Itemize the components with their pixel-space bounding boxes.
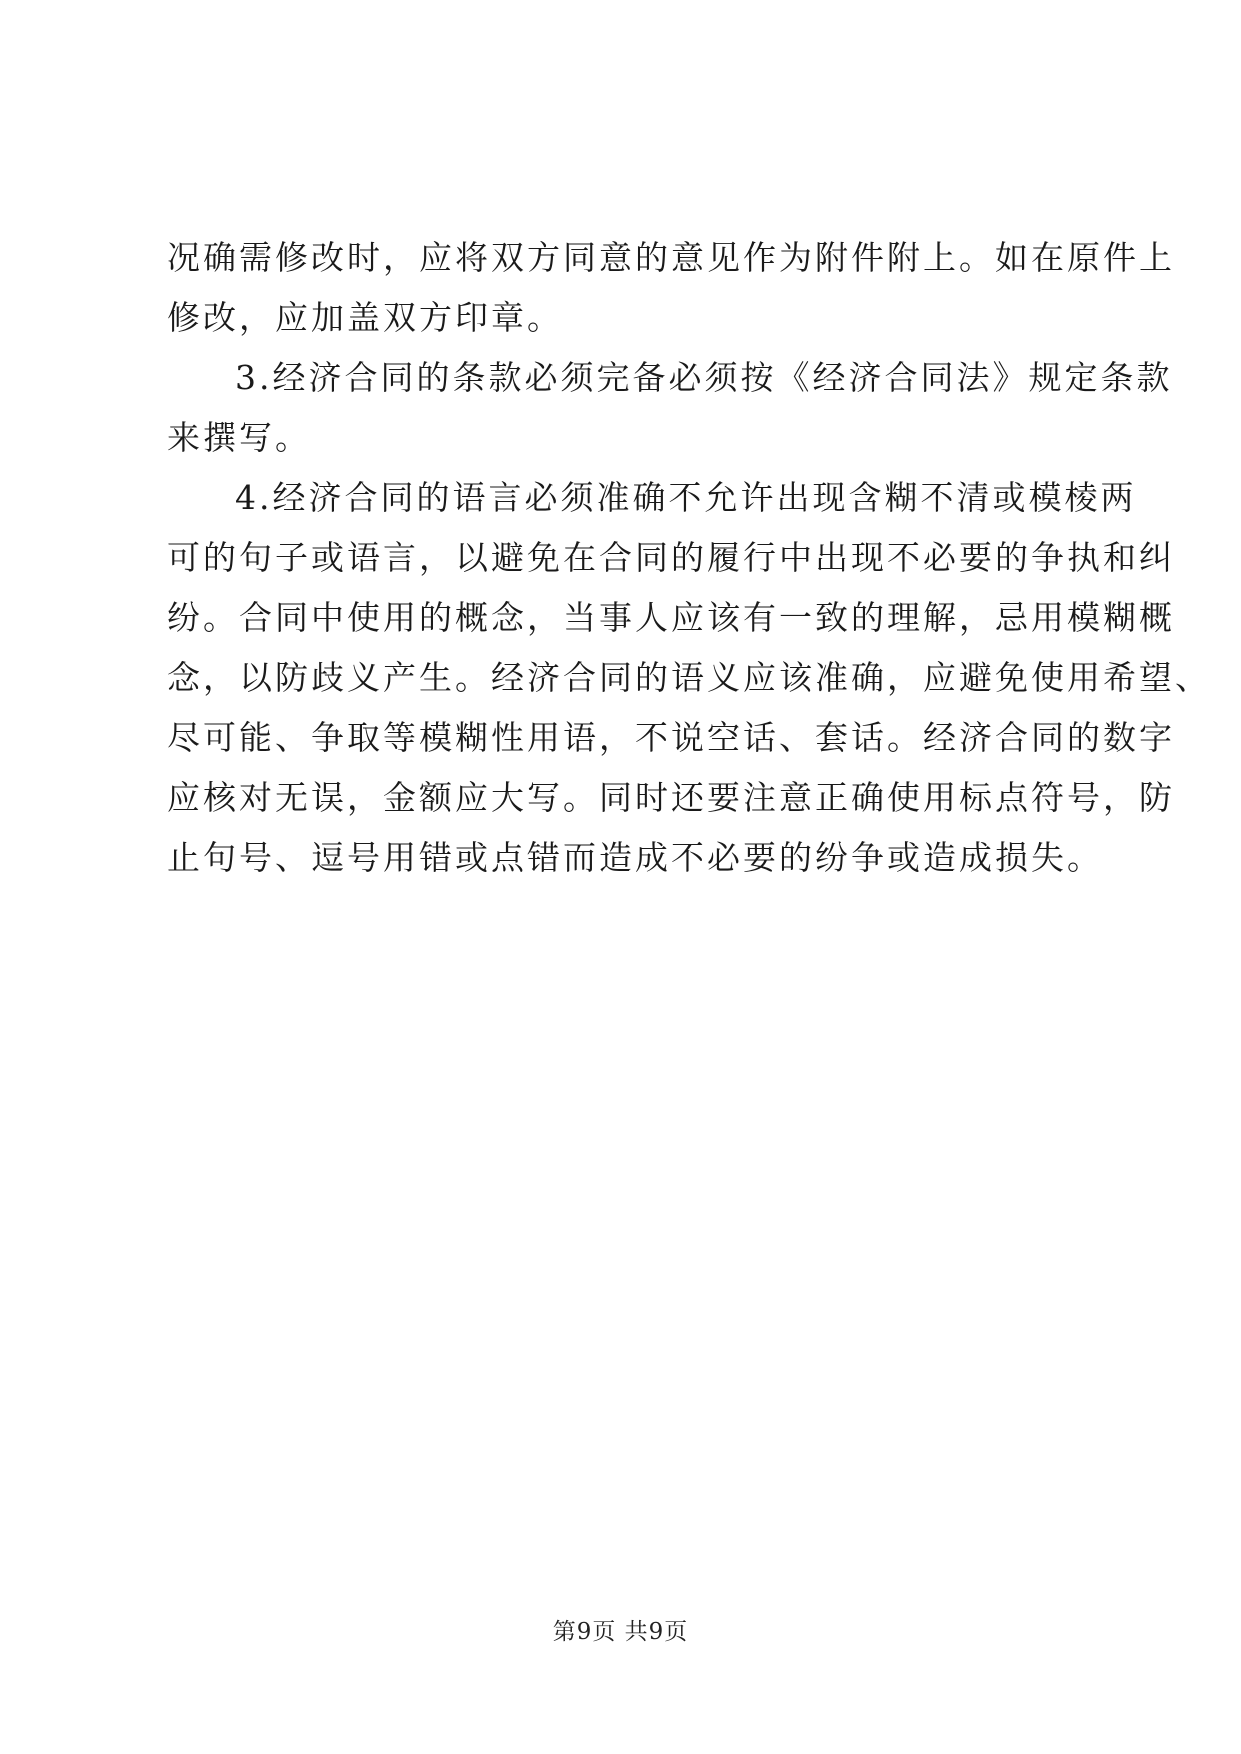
paragraph-1 [167, 228, 1175, 348]
paragraph-line: 应核对无误，金额应大写。同时还要注意正确使用标点符号，防 [167, 778, 1175, 817]
document-body [167, 228, 1211, 888]
paragraph-line: 纷。合同中使用的概念，当事人应该有一致的理解，忌用模糊概 [167, 598, 1175, 637]
paragraph-line: 况确需修改时，应将双方同意的意见作为附件附上。如在原件上 [167, 238, 1175, 277]
paragraph-line: 来撰写。 [167, 418, 311, 457]
paragraph-2 [167, 348, 1173, 468]
paragraph-line: 止句号、逗号用错或点错而造成不必要的纷争或造成损失。 [167, 838, 1103, 877]
page-number-footer: 第9页 共9页 [552, 1619, 689, 1645]
paragraph-line: 3.经济合同的条款必须完备必须按《经济合同法》规定条款 [235, 358, 1173, 397]
paragraph-line: 可的句子或语言，以避免在合同的履行中出现不必要的争执和纠 [167, 538, 1175, 577]
paragraph-line: 尽可能、争取等模糊性用语，不说空话、套话。经济合同的数字 [167, 718, 1175, 757]
paragraph-line: 念，以防歧义产生。经济合同的语义应该准确，应避免使用希望、 [167, 658, 1211, 697]
paragraph-3 [167, 468, 1211, 888]
paragraph-line: 修改，应加盖双方印章。 [167, 298, 563, 337]
paragraph-line: 4.经济合同的语言必须准确不允许出现含糊不清或模棱两 [235, 478, 1137, 517]
